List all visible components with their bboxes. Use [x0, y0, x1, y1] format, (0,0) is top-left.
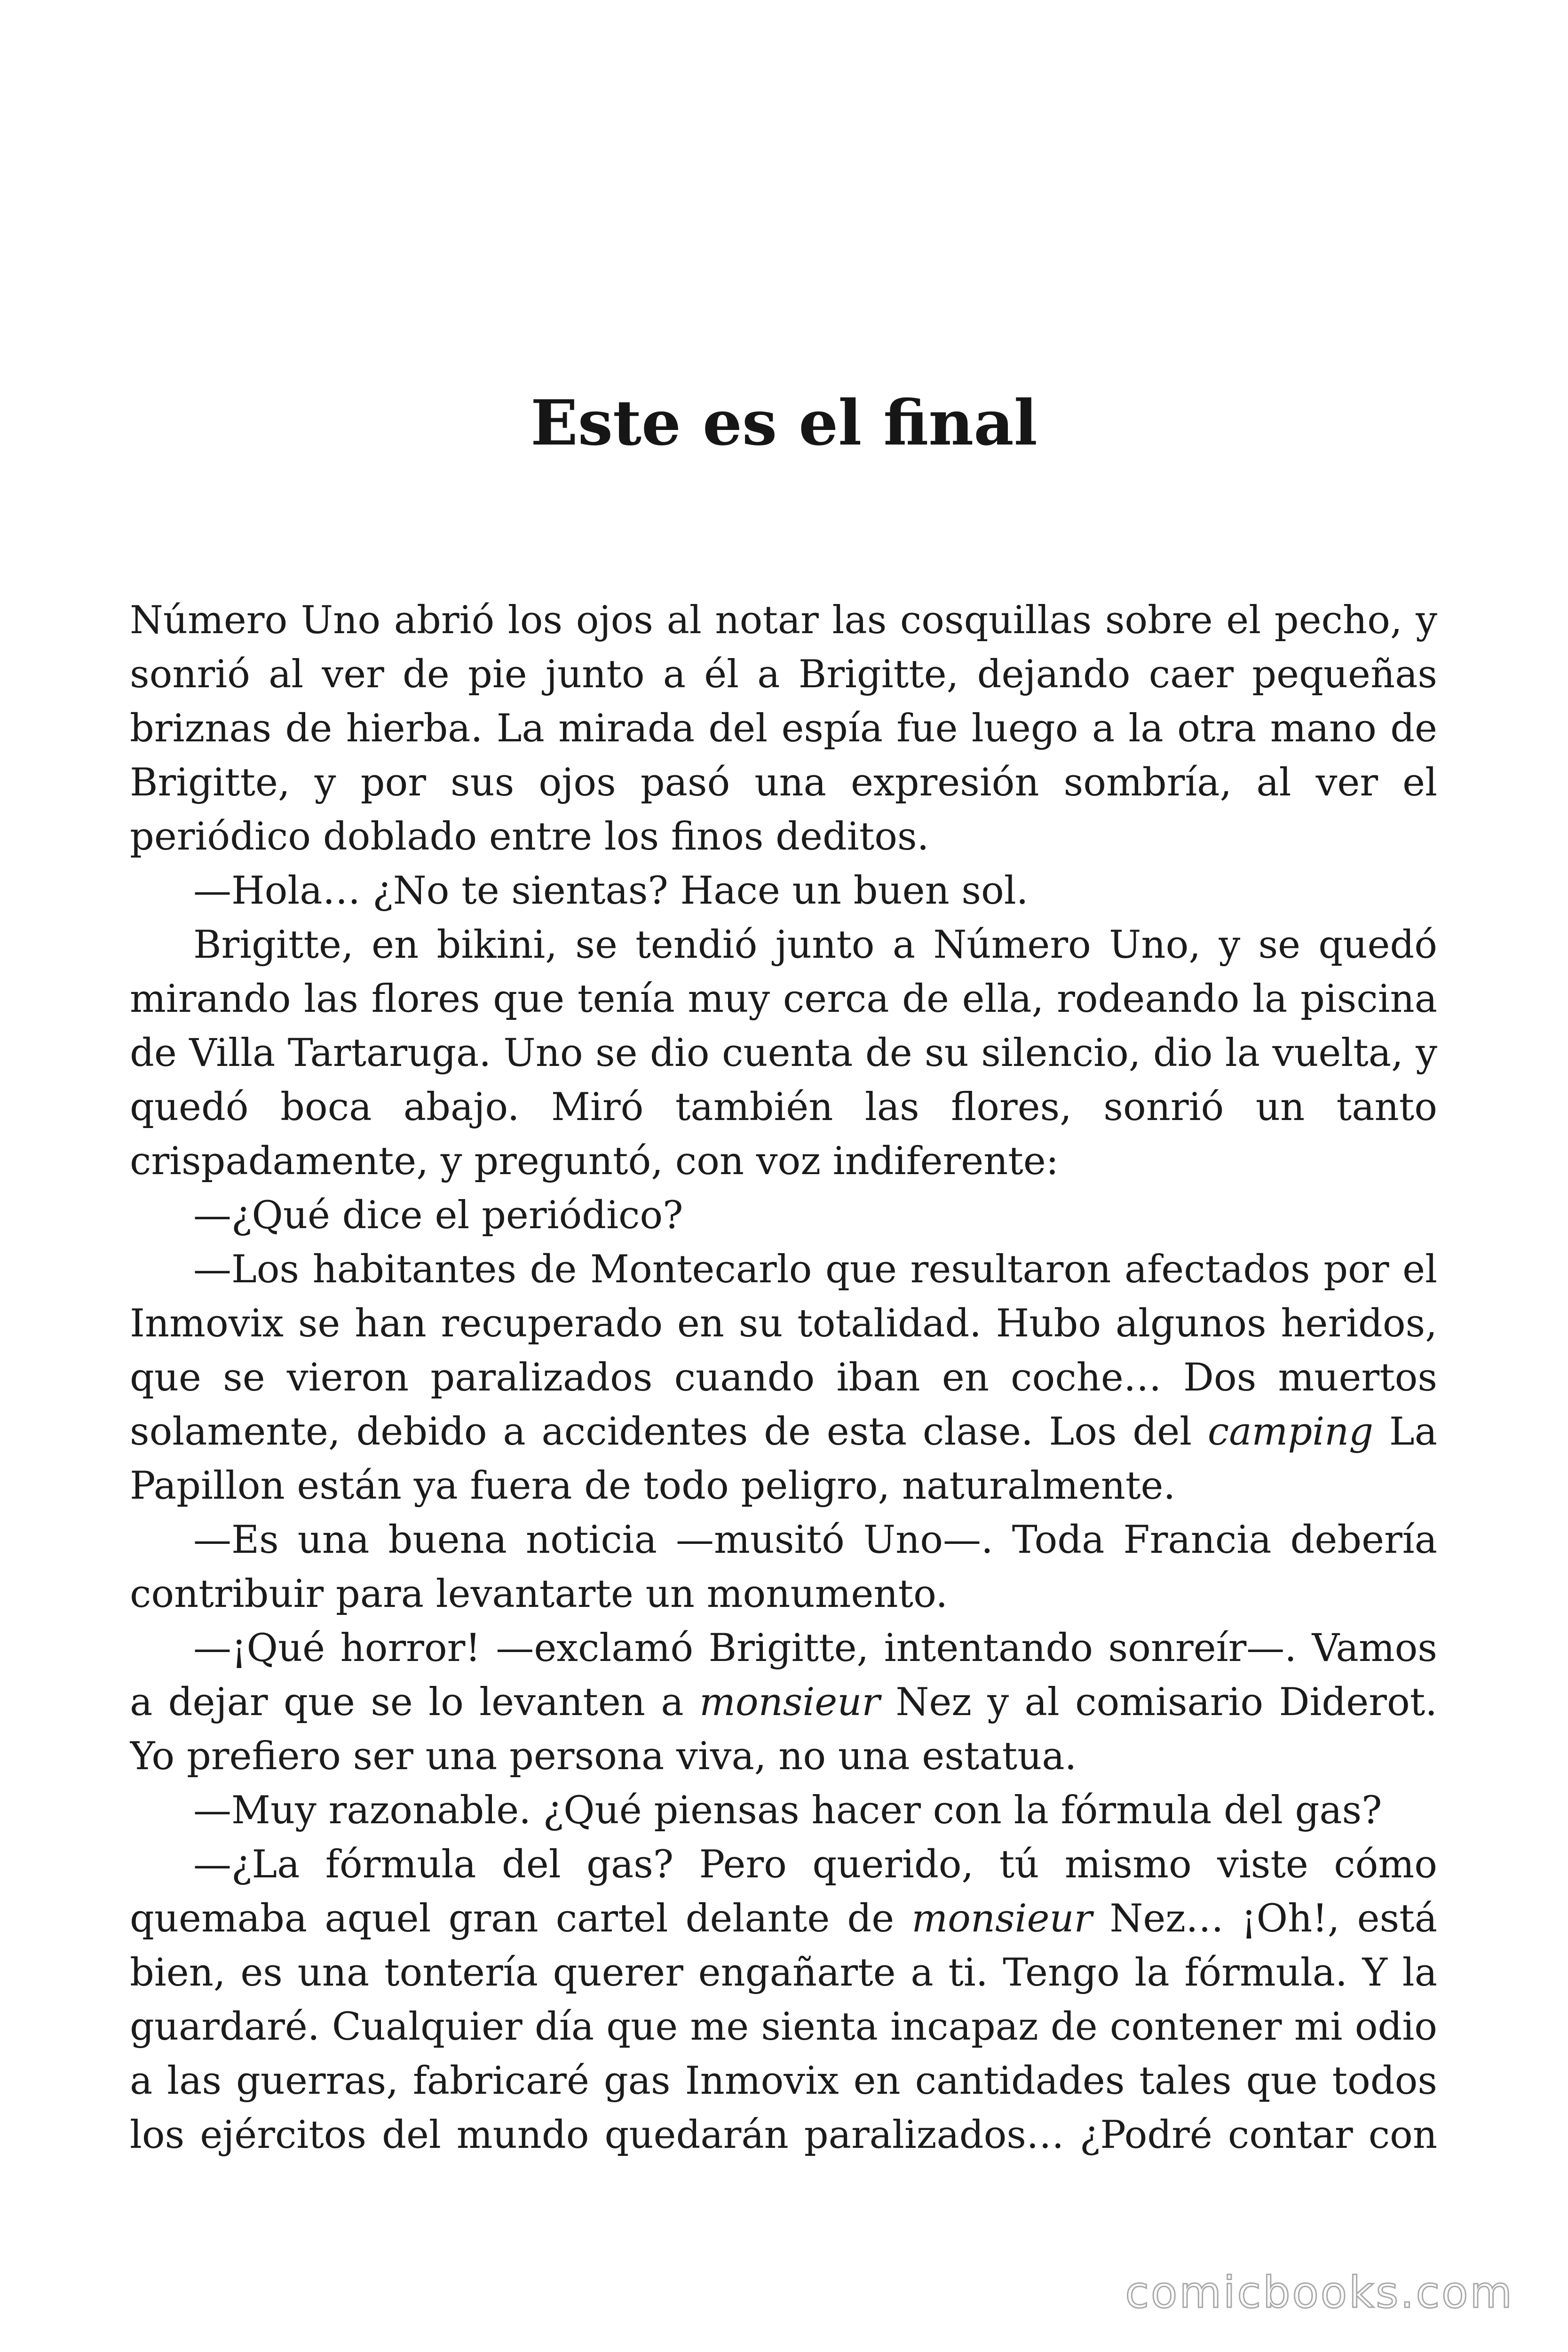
text-line: periódico doblado entre los finos deditos. [130, 815, 929, 859]
text-fragment: La [1373, 1410, 1437, 1454]
italic-term: monsieur [699, 1680, 880, 1724]
text-line: que se vieron paralizados cuando iban en coche… Dos muertos [130, 1356, 1437, 1400]
italic-term: monsieur [911, 1897, 1093, 1941]
text-line: —Los habitantes de Montecarlo que resultaron afectados por el [193, 1248, 1437, 1292]
text-line: —¿Qué dice el periódico? [193, 1193, 683, 1238]
text-line: guardaré. Cualquier día que me sienta incapaz de contener mi odio [130, 2005, 1437, 2049]
text-line: mirando las flores que tenía muy cerca de ella, rodeando la piscina [130, 977, 1437, 1021]
body-text [130, 594, 1437, 2162]
text-line: de Villa Tartaruga. Uno se dio cuenta de su silencio, dio la vuelta, y [130, 1031, 1437, 1075]
text-line: —¿La fórmula del gas? Pero querido, tú mismo viste cómo [193, 1843, 1437, 1887]
text-line: bien, es una tontería querer engañarte a ti. Tengo la fórmula. Y la [130, 1951, 1437, 1995]
text-line: Inmovix se han recuperado en su totalidad. Hubo algunos heridos, [130, 1302, 1437, 1346]
text-line: contribuir para levantarte un monumento. [130, 1572, 948, 1616]
text-line: Brigitte, en bikini, se tendió junto a Número Uno, y se quedó [193, 923, 1437, 967]
text-line: Papillon están ya fuera de todo peligro, naturalmente. [130, 1464, 1176, 1508]
text-line: a las guerras, fabricaré gas Inmovix en cantidades tales que todos [130, 2059, 1437, 2103]
text-fragment: Nez y al comisario Diderot. [880, 1680, 1437, 1724]
text-line: sonrió al ver de pie junto a él a Brigitte, dejando caer pequeñas [130, 652, 1437, 697]
italic-term: camping [1207, 1410, 1374, 1454]
text-line: Yo prefiero ser una persona viva, no una estatua. [130, 1734, 1077, 1779]
text-fragment: solamente, debido a accidentes de esta clase. Los del [130, 1410, 1208, 1454]
text-line: briznas de hierba. La mirada del espía fue luego a la otra mano de [130, 707, 1437, 751]
text-line: —Muy razonable. ¿Qué piensas hacer con la fórmula del gas? [193, 1788, 1382, 1833]
text-line: crispadamente, y preguntó, con voz indiferente: [130, 1139, 1059, 1184]
text-line [130, 1892, 1437, 1946]
text-fragment: Nez… ¡Oh!, está [1092, 1897, 1437, 1941]
text-line: Número Uno abrió los ojos al notar las cosquillas sobre el pecho, y [130, 598, 1437, 643]
text-line: —Hola… ¿No te sientas? Hace un buen sol. [193, 869, 1029, 913]
text-fragment: quemaba aquel gran cartel delante de [130, 1897, 912, 1941]
text-line: —Es una buena noticia —musitó Uno—. Toda Francia debería [193, 1518, 1437, 1562]
text-line: Brigitte, y por sus ojos pasó una expresión sombría, al ver el [130, 761, 1437, 805]
text-line [130, 1676, 1437, 1730]
text-line: quedó boca abajo. Miró también las flores, sonrió un tanto [130, 1085, 1437, 1129]
text-fragment: a dejar que se lo levanten a [130, 1680, 700, 1724]
text-line [130, 1405, 1437, 1459]
text-line: los ejércitos del mundo quedarán paralizados… ¿Podré contar con [130, 2113, 1437, 2157]
watermark: comicbooks.com [1125, 2267, 1514, 2318]
text-line: —¡Qué horror! —exclamó Brigitte, intentando sonreír—. Vamos [193, 1626, 1437, 1670]
chapter-title: Este es el final [531, 387, 1037, 460]
